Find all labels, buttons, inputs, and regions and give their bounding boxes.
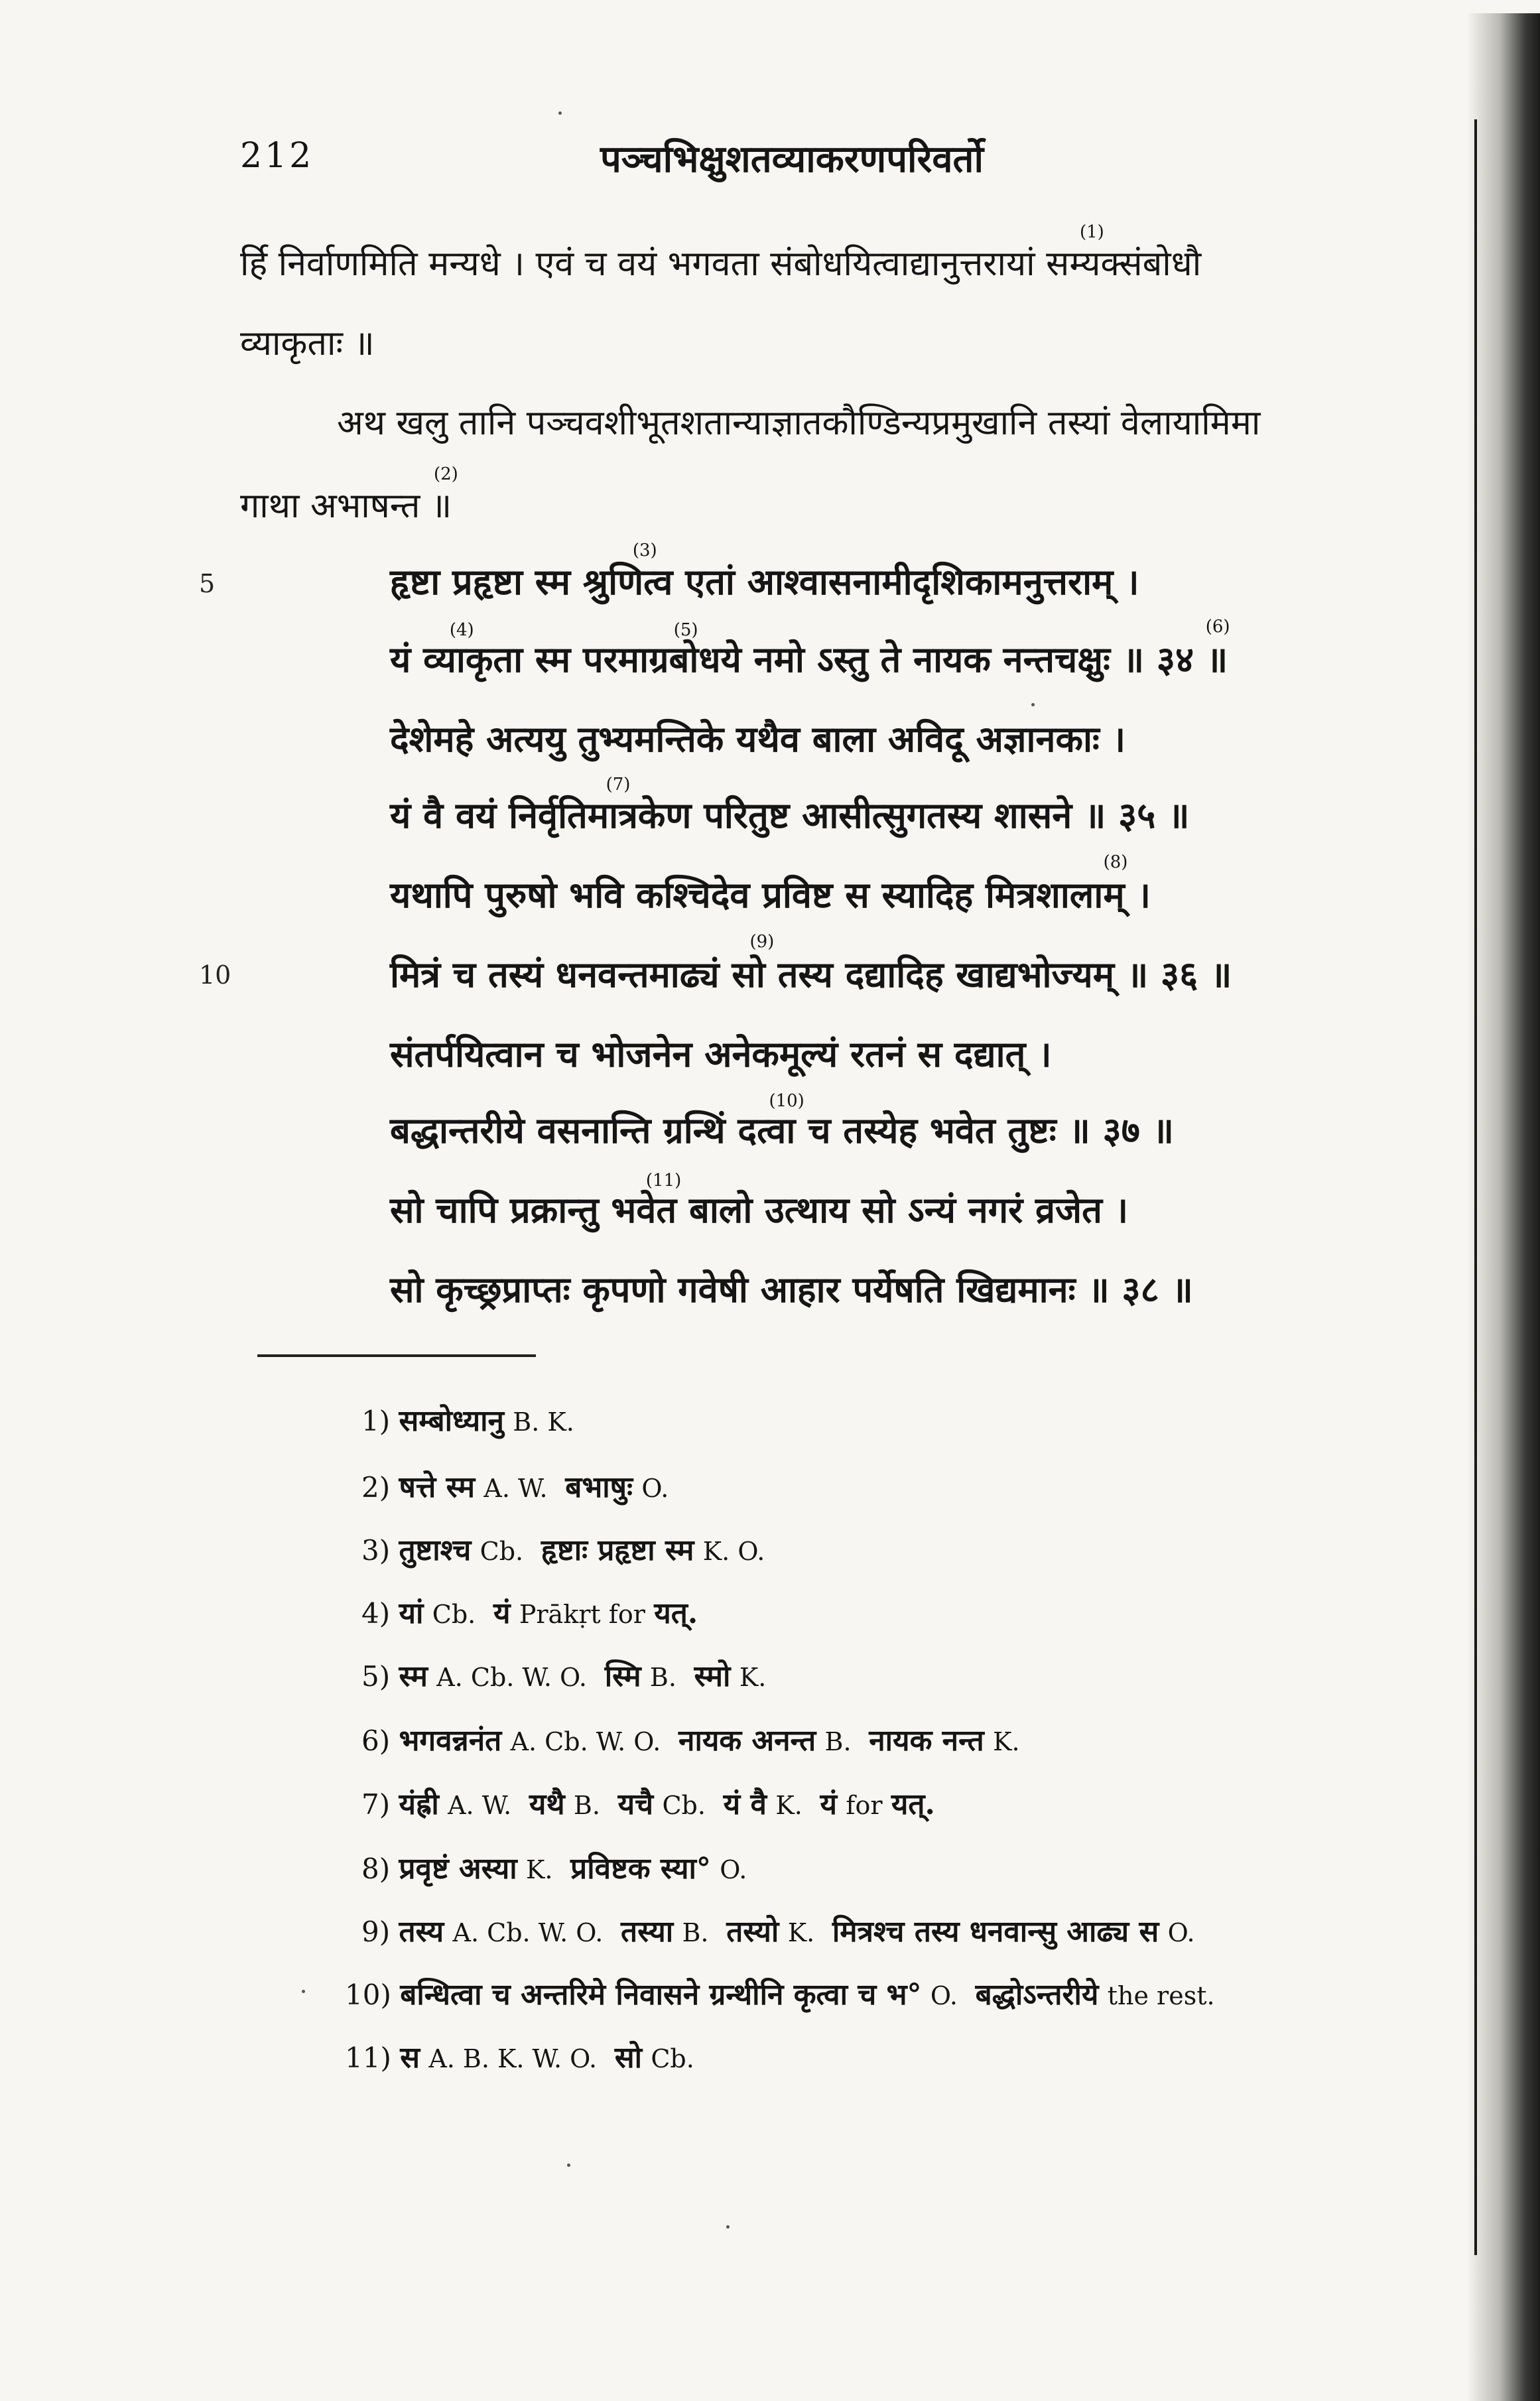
page-number: 212 — [240, 136, 314, 176]
note-ref-6: (6) — [1205, 617, 1230, 637]
note-ref-2: (2) — [433, 464, 458, 484]
footnote-4: 4) यां Cb. यं Prākṛt for यत्. — [361, 1596, 698, 1630]
note-ref-8: (8) — [1103, 852, 1128, 872]
scan-speck — [302, 1990, 305, 1993]
verse-line-9: सो चापि प्रक्रान्तु भवेत बालो उत्थाय सो ऽन्यं नगरं व्रजेत । — [390, 1189, 1129, 1231]
footnote-6: 6) भगवन्ननंत A. Cb. W. O. नायक अनन्त B. नायक नन्त K. — [361, 1724, 1020, 1758]
verse-line-1: हृष्टा प्रहृष्टा स्म श्रुणित्व एतां आश्वासनामीदृशिकामनुत्तराम् । — [390, 560, 1139, 603]
footnote-2: 2) षत्ते स्म A. W. बभाषुः O. — [361, 1470, 669, 1504]
running-title: पञ्चभिक्षुशतव्याकरणपरिवर्तो — [600, 137, 984, 181]
line-number-10: 10 — [199, 960, 231, 990]
note-ref-3: (3) — [632, 541, 657, 560]
note-ref-4: (4) — [449, 620, 474, 640]
prose-line-3: अथ खलु तानि पञ्चवशीभूतशतान्याज्ञातकौण्डिन्यप्रमुखानि तस्यां वेलायामिमा — [337, 403, 1261, 443]
footnote-9: 9) तस्य A. Cb. W. O. तस्या B. तस्यो K. मित्रश्च तस्य धनवान्सु आढ्य स O. — [361, 1915, 1195, 1949]
footnote-1: 1) सम्बोध्यानु B. K. — [361, 1404, 574, 1438]
footnote-3: 3) तुष्टाश्च Cb. हृष्टाः प्रहृष्टा स्म K. O. — [361, 1533, 765, 1567]
scan-speck — [1031, 703, 1035, 706]
scan-speck — [558, 111, 562, 115]
verse-line-2: यं व्याकृता स्म परमाग्रबोधये नमो ऽस्तु ते नायक नन्तचक्षुः ॥ ३४ ॥ — [390, 638, 1228, 681]
prose-line-1: र्हि निर्वाणमिति मन्यधे । एवं च वयं भगवता संबोधयित्वाद्यानुत्तरायां सम्यक्संबोधौ — [240, 244, 1202, 284]
verse-line-3: देशेमहे अत्ययु तुभ्यमन्तिके यथैव बाला अविदू अज्ञानकाः । — [390, 718, 1126, 760]
verse-line-5: यथापि पुरुषो भवि कश्चिदेव प्रविष्ट स स्यादिह मित्रशालाम् । — [390, 874, 1151, 916]
verse-line-10: सो कृच्छ्रप्राप्तः कृपणो गवेषी आहार पर्येषति खिद्यमानः ॥ ३८ ॥ — [390, 1268, 1193, 1311]
note-ref-5: (5) — [673, 620, 698, 640]
verse-line-7: संतर्पयित्वान च भोजनेन अनेकमूल्यं रतनं स दद्यात् । — [390, 1033, 1052, 1075]
footnote-11: 11) स A. B. K. W. O. सो Cb. — [345, 2041, 694, 2075]
prose-line-2: व्याकृताः ॥ — [240, 324, 375, 363]
verse-line-8: बद्धान्तरीये वसनान्ति ग्रन्थिं दत्वा च तस्येह भवेत तुष्टः ॥ ३७ ॥ — [390, 1109, 1174, 1151]
scan-page-edge-shadow — [1467, 13, 1540, 2401]
note-ref-10: (10) — [769, 1091, 804, 1111]
footnote-5: 5) स्म A. Cb. W. O. स्मि B. स्मो K. — [361, 1659, 767, 1693]
verse-line-6: मित्रं च तस्यं धनवन्तमाढ्यं सो तस्य दद्यादिह खाद्यभोज्यम् ॥ ३६ ॥ — [390, 953, 1232, 996]
note-ref-1: (1) — [1080, 222, 1104, 242]
note-ref-7: (7) — [606, 775, 631, 795]
scan-speck — [567, 2164, 570, 2167]
scan-speck — [726, 2225, 730, 2229]
footnote-rule — [257, 1354, 536, 1357]
line-number-5: 5 — [199, 569, 216, 598]
footnote-7: 7) यंह्री A. W. यथै B. यचै Cb. यं वै K. यं for यत्. — [361, 1787, 935, 1821]
verse-line-4: यं वै वयं निर्वृतिमात्रकेण परितुष्ट आसीत्सुगतस्य शासने ॥ ३५ ॥ — [390, 794, 1190, 836]
prose-line-4: गाथा अभाषन्त ॥ — [240, 486, 452, 526]
scan-page-edge-line — [1474, 119, 1477, 2255]
footnote-10: 10) बन्धित्वा च अन्तरिमे निवासने ग्रन्थीनि कृत्वा च भ° O. बद्धोऽन्तरीये the rest. — [345, 1978, 1215, 2012]
note-ref-11: (11) — [645, 1171, 682, 1191]
footnote-8: 8) प्रवृष्टं अस्या K. प्रविष्टक स्या° O. — [361, 1852, 747, 1886]
note-ref-9: (9) — [749, 932, 775, 952]
